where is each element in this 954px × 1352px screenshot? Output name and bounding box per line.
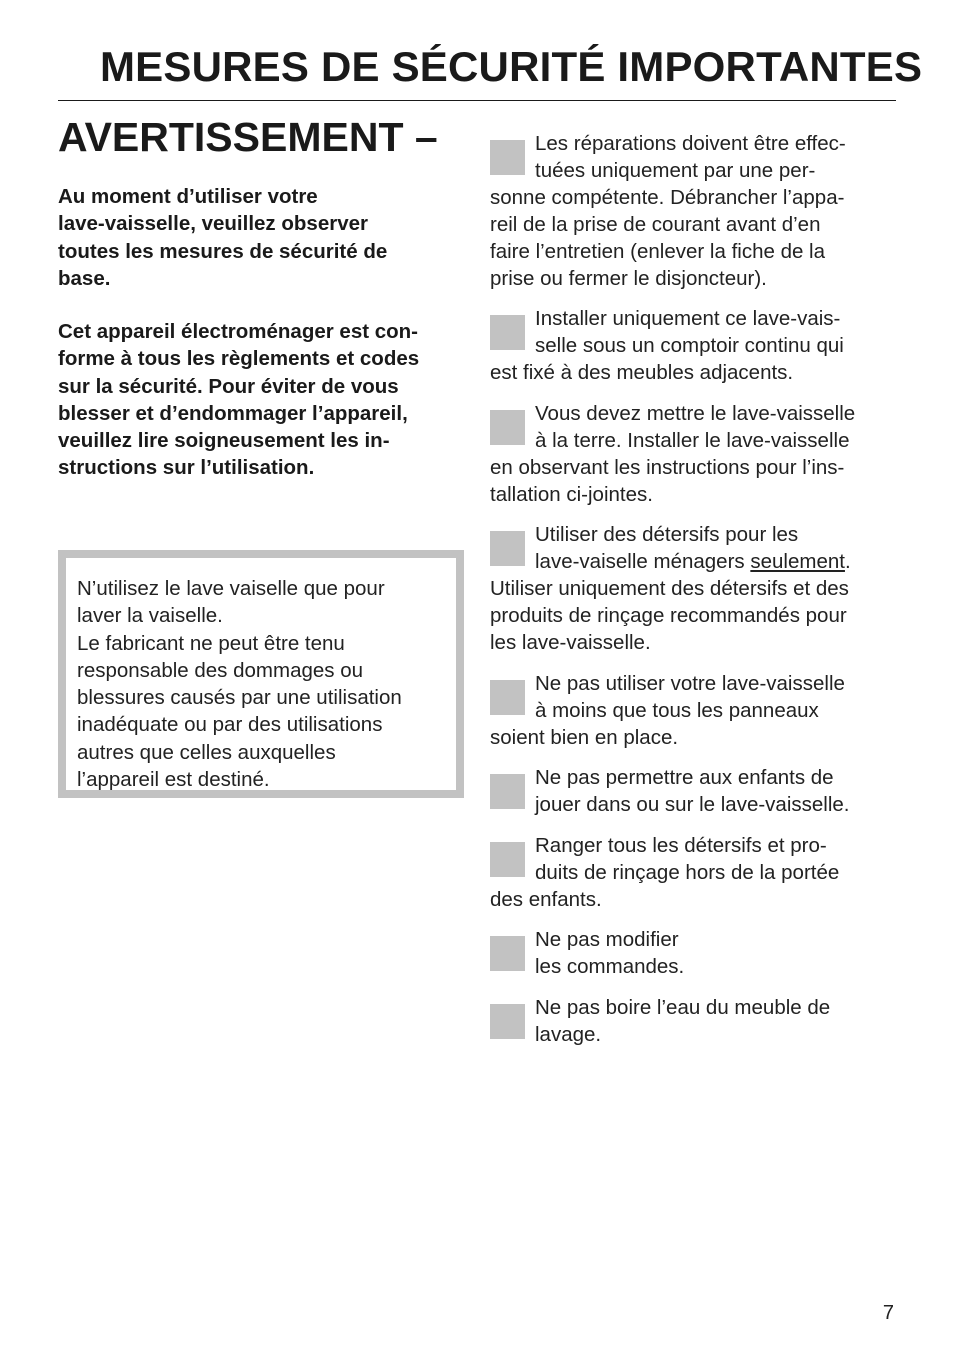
safety-line: selle sous un comptoir continu qui	[535, 334, 844, 357]
safety-line: à moins que tous les panneaux	[535, 699, 819, 722]
safety-line: Ne pas boire l’eau du meuble de	[535, 996, 831, 1019]
notice-line: laver la vaiselle.	[77, 604, 223, 628]
page-number: 7	[882, 1302, 894, 1324]
intro-line: toutes les mesures de sécurité de	[58, 239, 388, 263]
safety-item-grounding	[490, 400, 900, 508]
section-title: MESURES DE SÉCURITÉ IMPORTANTES	[100, 43, 923, 90]
safety-line: Ne pas utiliser votre lave-vaisselle	[535, 672, 845, 695]
intro-line: Cet appareil électroménager est con-	[58, 320, 419, 343]
notice-text	[66, 558, 456, 790]
safety-line: jouer dans ou sur le lave-vaisselle.	[535, 793, 850, 816]
safety-line: Ne pas modifier	[535, 928, 679, 951]
safety-line: Les réparations doivent être effec-	[535, 132, 846, 155]
safety-item-panels	[490, 670, 900, 751]
safety-line: est fixé à des meubles adjacents.	[490, 361, 794, 384]
safety-line: prise ou fermer le disjoncteur).	[490, 267, 767, 290]
bullet-square-icon	[490, 936, 525, 971]
notice-line: l’appareil est destiné.	[77, 768, 270, 792]
safety-line: sonne compétente. Débrancher l’appa-	[490, 186, 845, 209]
safety-line: lavage.	[535, 1023, 602, 1046]
notice-line: blessures causés par une utilisation	[77, 686, 402, 710]
notice-box	[58, 550, 464, 798]
safety-line: Ranger tous les détersifs et pro-	[535, 834, 827, 857]
header-divider	[58, 100, 896, 101]
bullet-square-icon	[490, 140, 525, 175]
safety-line: à la terre. Installer le lave-vaisselle	[535, 429, 850, 452]
notice-line: inadéquate ou par des utilisations	[77, 713, 383, 737]
notice-line: N’utilisez le lave vaiselle que pour	[77, 577, 385, 600]
page-heading: AVERTISSEMENT –	[58, 114, 438, 160]
bullet-square-icon	[490, 1004, 525, 1039]
safety-item-repairs	[490, 130, 900, 292]
safety-text: .	[844, 550, 851, 573]
safety-line	[490, 548, 900, 575]
safety-item-install-counter	[490, 305, 900, 386]
safety-line: des enfants.	[490, 888, 602, 911]
bullet-square-icon	[490, 842, 525, 877]
intro-line: lave-vaisselle, veuillez observer	[58, 212, 368, 236]
bullet-square-icon	[490, 774, 525, 809]
safety-line: Vous devez mettre le lave-vaisselle	[535, 402, 856, 425]
safety-line: en observant les instructions pour l’ins-	[490, 456, 845, 479]
safety-line: reil de la prise de courant avant d’en	[490, 213, 821, 236]
intro-line: blesser et d’endommager l’appareil,	[58, 401, 408, 425]
bullet-square-icon	[490, 531, 525, 566]
safety-line: Utiliser uniquement des détersifs et des	[490, 577, 849, 600]
emphasis-underlined: seulement	[750, 550, 845, 573]
safety-line: tuées uniquement par une per-	[535, 159, 816, 182]
safety-line: soient bien en place.	[490, 726, 679, 749]
safety-line: produits de rinçage recommandés pour	[490, 604, 847, 627]
bullet-square-icon	[490, 315, 525, 350]
intro-line: Au moment d’utiliser votre	[58, 185, 318, 208]
safety-item-controls	[490, 926, 900, 980]
safety-line: les commandes.	[535, 955, 685, 978]
intro-line: veuillez lire soigneusement les in-	[58, 429, 390, 453]
notice-line: responsable des dommages ou	[77, 658, 364, 682]
intro-line: structions sur l’utilisation.	[58, 456, 315, 480]
intro-paragraph	[58, 318, 470, 482]
safety-item-water	[490, 994, 900, 1048]
notice-line: Le fabricant ne peut être tenu	[77, 631, 345, 655]
intro-line: base.	[58, 266, 111, 290]
intro-paragraph	[58, 183, 470, 292]
intro-line: sur la sécurité. Pour éviter de vous	[58, 374, 399, 398]
safety-line: tallation ci-jointes.	[490, 483, 653, 506]
safety-item-storage	[490, 832, 900, 913]
safety-line: les lave-vaisselle.	[490, 631, 651, 654]
notice-line: autres que celles auxquelles	[77, 740, 336, 764]
safety-item-detergents	[490, 521, 900, 656]
safety-item-children	[490, 764, 900, 818]
safety-line: Utiliser des détersifs pour les	[535, 523, 799, 546]
safety-line: Ne pas permettre aux enfants de	[535, 766, 834, 789]
safety-line: faire l’entretien (enlever la fiche de la	[490, 240, 826, 263]
bullet-square-icon	[490, 680, 525, 715]
bullet-square-icon	[490, 410, 525, 445]
intro-line: forme à tous les règlements et codes	[58, 347, 420, 371]
safety-line: duits de rinçage hors de la portée	[535, 861, 840, 884]
safety-line: Installer uniquement ce lave-vais-	[535, 307, 841, 330]
safety-text: lave-vaiselle ménagers	[535, 550, 751, 573]
